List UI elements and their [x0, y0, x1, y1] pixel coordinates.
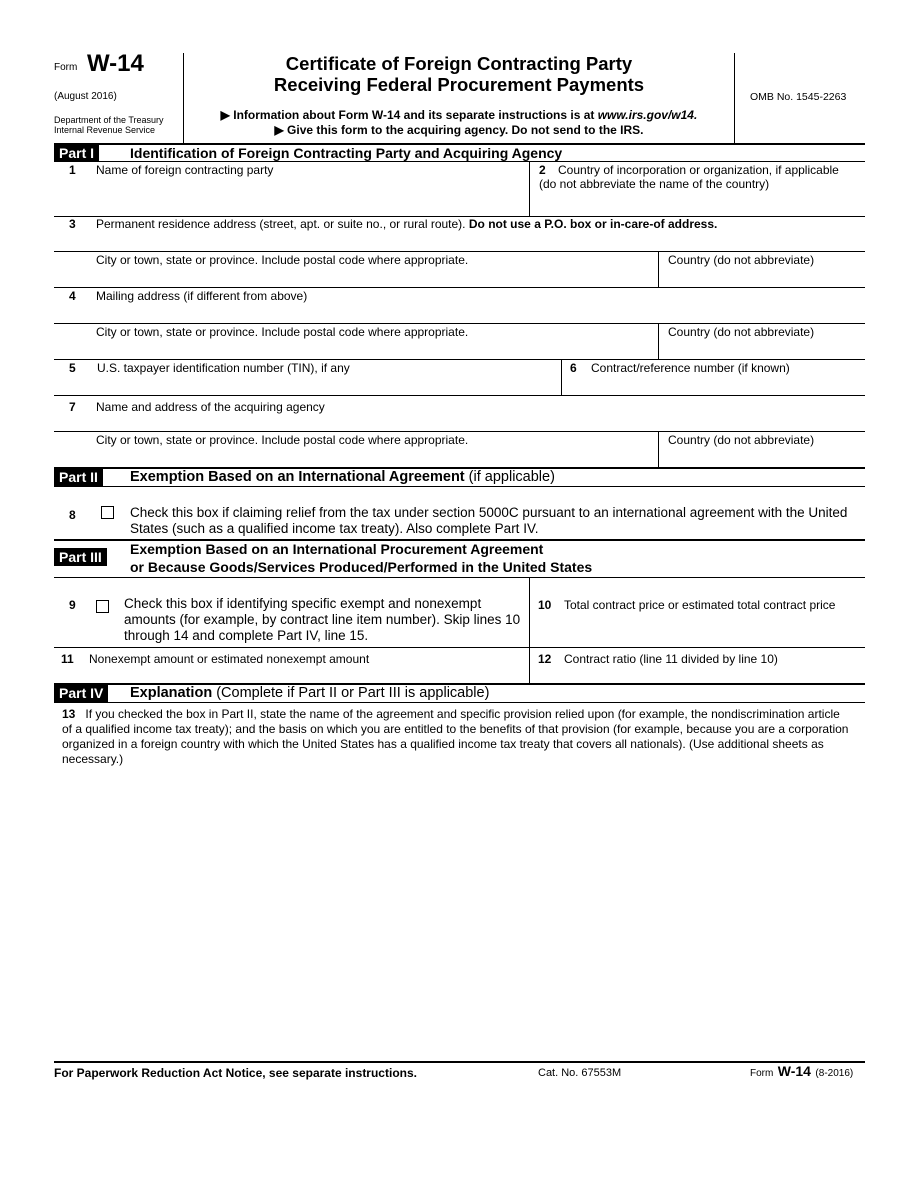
line4-city-label: City or town, state or province. Include postal code where appropriate.: [96, 325, 469, 339]
part4-tag: Part IV: [54, 684, 108, 702]
give-line: ▶ Give this form to the acquiring agency. Do not send to the IRS.: [274, 123, 644, 137]
line9-number: 9: [69, 598, 76, 612]
line9-checkbox[interactable]: [96, 600, 109, 613]
line8-text-cont: States (such as a qualified income tax treaty). Also complete Part IV.: [130, 521, 539, 536]
line3-city-label: City or town, state or province. Include postal code where appropriate.: [96, 253, 469, 267]
revision-date: (August 2016): [54, 91, 117, 102]
line9-text-cont2: through 14 and complete Part IV, line 15.: [124, 628, 369, 643]
department-label: Department of the Treasury: [54, 115, 164, 125]
rule-after-line3-city: [54, 287, 865, 288]
line2-number: 2: [539, 163, 546, 177]
line2-label: Country of incorporation or organization, if applicable: [558, 163, 839, 177]
line13-text-cont: of a qualified income tax treaty); and the basis on which you are entitled to the benefits of that provision (for example, because you are a corporation: [62, 722, 849, 736]
line3-number: 3: [69, 217, 76, 231]
line7-number: 7: [69, 400, 76, 414]
part4-title: Explanation (Complete if Part II or Part III is applicable): [130, 685, 490, 701]
part2-title: Exemption Based on an International Agreement (if applicable): [130, 469, 555, 485]
rule-after-line5: [54, 395, 865, 396]
line1-divider: [529, 161, 530, 216]
line6-number: 6: [570, 361, 577, 375]
line5-divider: [561, 359, 562, 395]
line9-text: Check this box if identifying specific exempt and nonexempt: [124, 596, 482, 611]
line7-label: Name and address of the acquiring agency: [96, 400, 325, 414]
line4-country-divider: [658, 323, 659, 359]
line4-city-field[interactable]: [56, 340, 654, 358]
info-line: ▶ Information about Form W-14 and its separate instructions is at www.irs.gov/w14.: [220, 108, 698, 122]
line1-label: Name of foreign contracting party: [96, 163, 274, 177]
rule-after-line4: [54, 323, 865, 324]
line7-city-field[interactable]: [56, 448, 654, 466]
line7-agency-field[interactable]: [56, 414, 861, 430]
rule-after-line9: [54, 647, 865, 648]
line10-price-field[interactable]: [532, 614, 862, 646]
line7-city-label: City or town, state or province. Include postal code where appropriate.: [96, 433, 469, 447]
part2-tag: Part II: [54, 468, 103, 486]
header-divider-right: [734, 53, 735, 143]
part4-title-rule: [54, 702, 865, 703]
part3-tag: Part III: [54, 548, 107, 566]
line4-country-field[interactable]: [661, 340, 861, 358]
rule-after-line3: [54, 251, 865, 252]
line3-country-field[interactable]: [661, 268, 861, 286]
line11-label: Nonexempt amount or estimated nonexempt amount: [89, 652, 370, 666]
line13-text-cont3: necessary.): [62, 752, 124, 766]
form-title-line2: Receiving Federal Procurement Payments: [273, 74, 645, 95]
line3-address-field[interactable]: [56, 232, 861, 250]
part1-tag: Part I: [54, 144, 99, 162]
line13-explanation-field[interactable]: [56, 770, 861, 1055]
line11-amount-field[interactable]: [56, 666, 526, 682]
line12-ratio-field[interactable]: [532, 666, 862, 682]
line9-text-cont: amounts (for example, by contract line item number). Skip lines 10: [124, 612, 521, 627]
irs-url-link[interactable]: www.irs.gov/w14.: [597, 108, 698, 122]
line2-country-field[interactable]: [532, 192, 862, 214]
line3-city-field[interactable]: [56, 268, 654, 286]
agency-label: Internal Revenue Service: [54, 125, 156, 135]
line2-label-note: (do not abbreviate the name of the country): [539, 177, 770, 191]
rule-after-line4-city: [54, 359, 865, 360]
line5-number: 5: [69, 361, 76, 375]
part1-title-rule: [54, 161, 865, 162]
line7-country-label: Country (do not abbreviate): [668, 433, 815, 447]
line13-text: 13 If you checked the box in Part II, state the name of the agreement and specific provision relied upon (for example, the nondiscrimination article: [62, 707, 840, 721]
catalog-number: Cat. No. 67553M: [538, 1067, 622, 1079]
part3-divider: [529, 577, 530, 683]
line8-text: Check this box if claiming relief from the tax under section 5000C pursuant to an international agreement with the United: [130, 505, 848, 520]
line11-number: 11: [61, 652, 74, 666]
part3-title-rule: [54, 577, 865, 578]
line3-country-divider: [658, 251, 659, 287]
line5-tin-field[interactable]: [56, 376, 556, 394]
line10-label: Total contract price or estimated total contract price: [564, 598, 836, 612]
line13-text-cont2: organized in a foreign country with which the United States has a qualified income tax treaty that covers all nationals). (Use additional sheets as: [62, 737, 824, 751]
line12-number: 12: [538, 652, 552, 666]
form-number: W-14: [87, 50, 144, 77]
line1-name-field[interactable]: [56, 178, 526, 214]
line6-contract-field[interactable]: [564, 376, 861, 394]
form-title-line1: Certificate of Foreign Contracting Party: [285, 53, 633, 74]
rule-after-line7: [54, 431, 865, 432]
line6-label: Contract/reference number (if known): [591, 361, 790, 375]
part3-title-line2: or Because Goods/Services Produced/Performed in the United States: [130, 559, 593, 575]
line3-country-label: Country (do not abbreviate): [668, 253, 815, 267]
line4-label: Mailing address (if different from above): [96, 289, 308, 303]
line4-number: 4: [69, 289, 76, 303]
omb-number: OMB No. 1545-2263: [750, 91, 847, 103]
line3-label: Permanent residence address (street, apt. or suite no., or rural route). Do not use a P.O. box or in-care-of address.: [96, 217, 718, 231]
line10-number: 10: [538, 598, 552, 612]
line4-address-field[interactable]: [56, 304, 861, 322]
footer-rule: [54, 1061, 865, 1063]
part3-title-line1: Exemption Based on an International Procurement Agreement: [130, 541, 544, 557]
line12-label: Contract ratio (line 11 divided by line 10): [564, 652, 778, 666]
line7-country-divider: [658, 431, 659, 467]
line8-number: 8: [69, 508, 76, 522]
part2-title-rule: [54, 486, 865, 487]
line4-country-label: Country (do not abbreviate): [668, 325, 815, 339]
line8-checkbox[interactable]: [101, 506, 114, 519]
footer-form-id: Form W-14 (8-2016): [750, 1063, 854, 1079]
form-word: Form: [54, 62, 78, 73]
line1-number: 1: [69, 163, 76, 177]
part1-title: Identification of Foreign Contracting Party and Acquiring Agency: [130, 145, 563, 161]
paperwork-notice: For Paperwork Reduction Act Notice, see separate instructions.: [54, 1066, 417, 1080]
line7-country-field[interactable]: [661, 448, 861, 466]
line5-label: U.S. taxpayer identification number (TIN), if any: [97, 361, 350, 375]
